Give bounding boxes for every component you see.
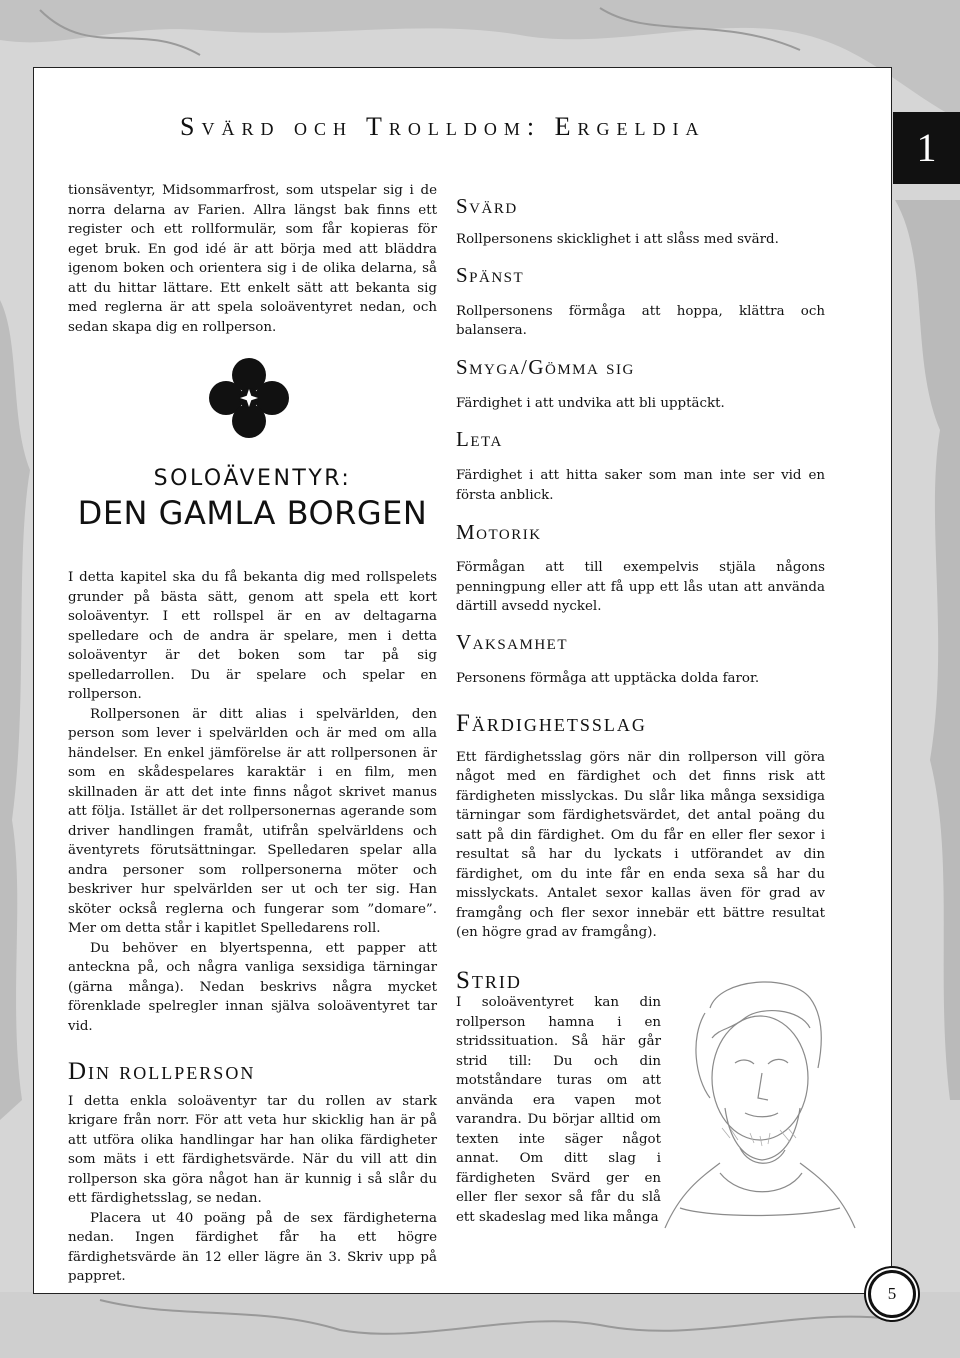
warrior-portrait-sketch	[650, 968, 865, 1248]
skill-description: Färdighet i att undvika att bli upptäckt.	[456, 395, 725, 411]
page-number-badge: 5	[868, 1270, 916, 1318]
strid-text-block	[456, 993, 661, 1227]
skill-heading: Motorik	[456, 520, 542, 544]
left-column	[68, 181, 437, 337]
skill-description: Förmågan att till exempelvis stjäla någons penningpung eller att få upp ett lås utan att använda därtill avsedd nyckel.	[456, 560, 825, 614]
section-heading: Strid	[456, 966, 522, 994]
body-paragraph: Placera ut 40 poäng på de sex färdigheterna nedan. Ingen färdighet får ha ett högre färdighetsvärde än 12 eller lägre än 3. Skriv upp på pappret.	[68, 1210, 437, 1284]
skill-heading: Spänst	[456, 262, 525, 287]
skill-description: Rollpersonens förmåga att hoppa, klättra och balansera.	[456, 303, 825, 338]
body-paragraph: Du behöver en blyertspenna, ett papper att anteckna på, och några vanliga sexsidiga tärningar (gärna många). Nedan beskrivs några mycket förenklade spelregler innan själva soloäventyret tar vid.	[68, 940, 437, 1034]
chapter-tab: 1	[893, 112, 960, 184]
skill-description: Färdighet i att hitta saker som man inte ser vid en första anblick.	[456, 468, 825, 503]
book-title: Svärd och Trolldom: Ergeldia	[180, 112, 706, 141]
solo-title: DEN GAMLA BORGEN	[77, 494, 428, 532]
skill-heading: Svärd	[456, 194, 518, 218]
solo-body	[68, 568, 437, 1287]
skill-heading: Vaksamhet	[456, 629, 569, 654]
right-column	[456, 193, 825, 994]
body-paragraph: I detta kapitel ska du få bekanta dig med rollspelets grunder på bästa sätt, genom att spela ett kort soloäventyr. I ett rollspel är en av deltagarna spelledare och de andra är spelare, men i detta soloäventyr är det boken som tar på sig spelledarrollen. Du är spelare och spelar en rollperson.	[68, 570, 437, 702]
body-paragraph: Ett färdighetsslag görs när din rollperson vill göra något med en färdighet och det finns risk att färdigheten misslyckas. Du slår lika många sexsidiga tärningar som färdighetsvärdet, det antal poäng du satt på din färdighet. Om du får en eller fler sexor i resultat så har du lyckats i utförandet av din färdighet, om du inte får en enda sexa så har du misslyckats. Antalet sexor kallas även för grad av framgång och fler sexor innebär ett bättre resultat (en högre grad av framgång).	[456, 749, 825, 940]
section-heading: Färdighetsslag	[456, 710, 647, 737]
intro-paragraph: tionsäventyr, Midsommarfrost, som utspelar sig i de norra delarna av Farien. Allra längst bak finns ett register och ett rollformulär, som får kopieras för eget bruk. En god idé är att börja med att bläddra igenom boken och orientera sig i de olika delarna, så att du hittar lättare. Ett enkelt sätt att bekanta sig med reglerna är att spela soloäventyret nedan, och sedan skapa dig en rollperson.	[68, 183, 437, 335]
skill-heading: Smyga/Gömma sig	[456, 354, 635, 379]
body-paragraph: I soloäventyret kan din rollperson hamna i en stridssituation. Så här går strid till: Du och din motståndare turas om att använda era vapen mot varandra. Du börjar alltid om texten inte säger något annat. Om ditt slag i färdigheten Svärd ger en eller fler sexor så får du slå ett skadeslag med lika många	[456, 995, 661, 1225]
section-heading: Din rollperson	[68, 1058, 256, 1085]
body-paragraph: Rollpersonen är ditt alias i spelvärlden, den person som lever i spelvärlden och är med om alla händelser. En enkel jämförelse är att rollpersonen är som en skådespelares karaktär i en film, men skillnaden är att det inte finns något skrivet manus att följa. Istället är det rollpersonernas agerande som driver handlingen framåt, utifrån spelvärldens och äventyrets förutsättningar. Spelledaren spelar alla andra personer som rollpersonerna möter och beskriver hur spelvärlden ser ut och ter sig. Han sköter också reglerna och fungerar som ”domare”. Mer om detta står i kapitlet Spelledarens roll.	[68, 706, 437, 936]
skill-heading: Leta	[456, 427, 503, 451]
skill-description: Personens förmåga att upptäcka dolda faror.	[456, 670, 760, 686]
solo-label: SOLOÄVENTYR:	[153, 466, 352, 491]
clover-ornament-icon	[206, 355, 292, 441]
skill-description: Rollpersonens skicklighet i att slåss med svärd.	[456, 232, 779, 247]
body-paragraph: I detta enkla soloäventyr tar du rollen av stark krigare från norr. För att veta hur skicklig han är på att utföra olika handlingar har han olika färdigheter som mäts i ett färdighetsvärde. När du vill att din rollperson ska göra något han är kunnig i så slår du ett färdighetsslag, se nedan.	[68, 1093, 437, 1206]
